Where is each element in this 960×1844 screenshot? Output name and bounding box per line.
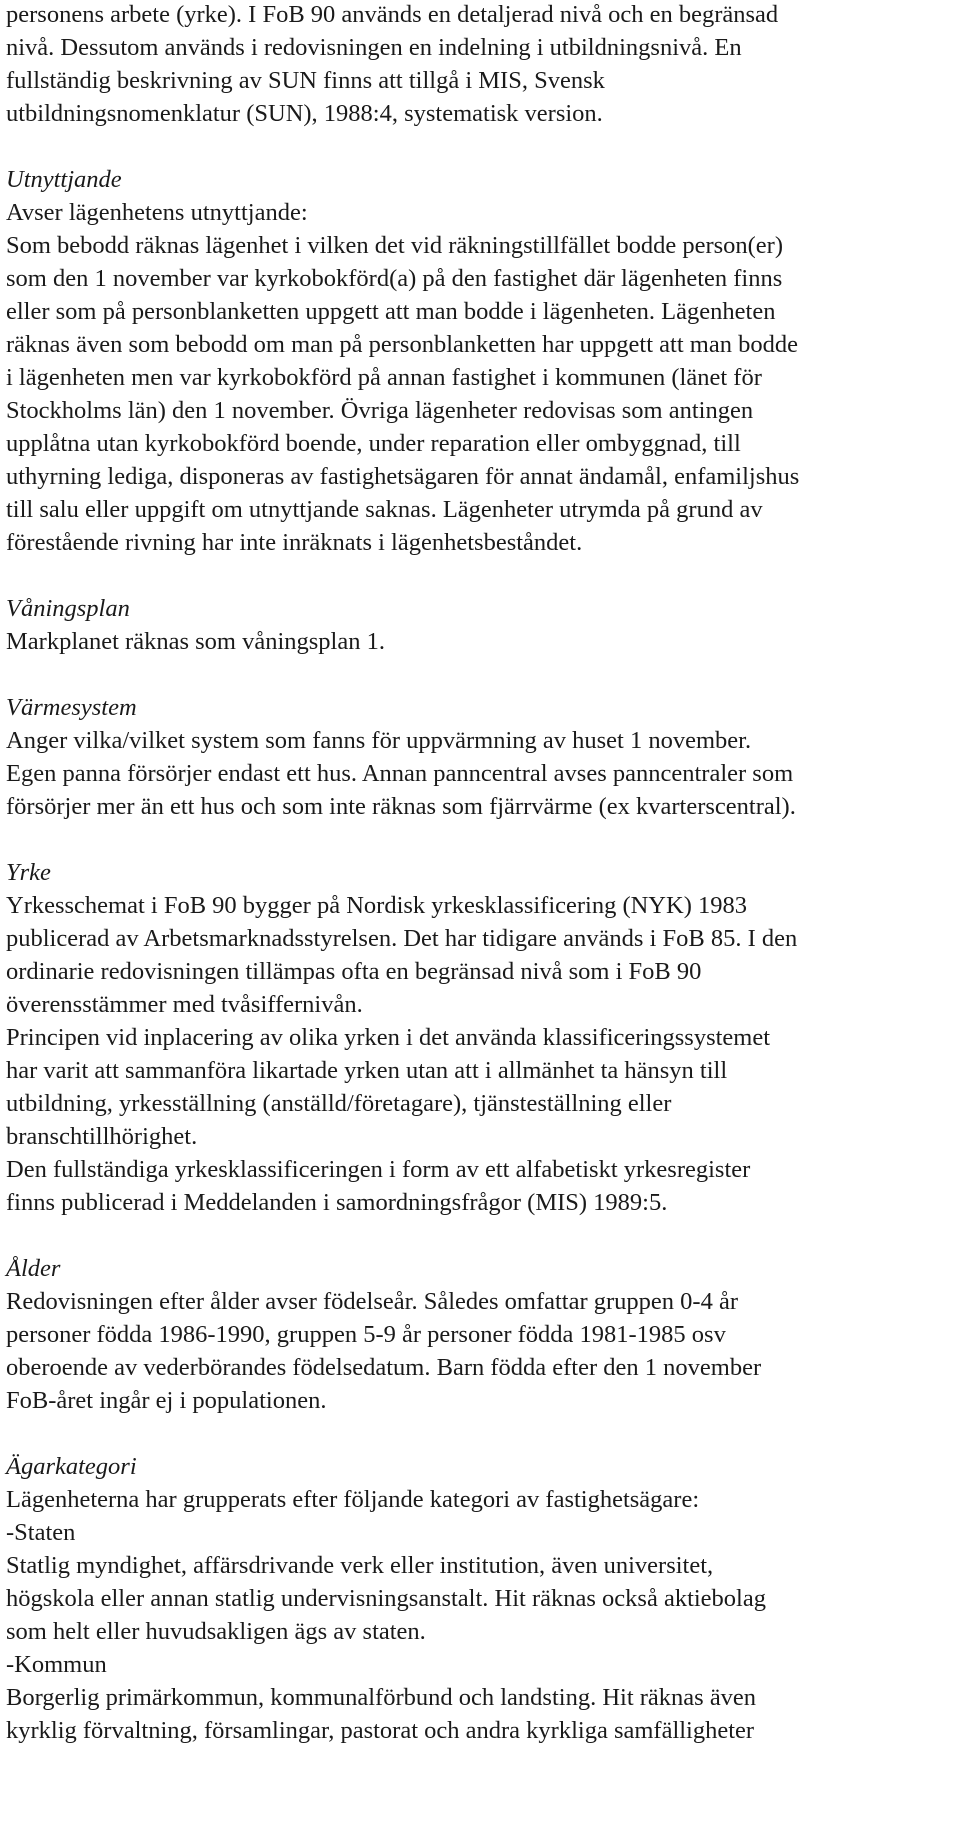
section-yrke [6, 856, 956, 1219]
text-line: upplåtna utan kyrkobokförd boende, under reparation eller ombyggnad, till [6, 430, 741, 457]
document-page [6, 0, 956, 1747]
paragraph-gap [6, 1219, 956, 1252]
text-line: Borgerlig primärkommun, kommunalförbund och landsting. Hit räknas även [6, 1684, 757, 1711]
text-line: förestående rivning har inte inräknats i lägenhetsbeståndet. [6, 529, 583, 556]
section-heading: Ålder [6, 1255, 61, 1282]
text-line: eller som på personblanketten uppgett att man bodde i lägenheten. Lägenheten [6, 298, 776, 325]
text-line: -Kommun [6, 1651, 107, 1678]
section-heading: Utnyttjande [6, 166, 122, 193]
paragraph-gap [6, 658, 956, 691]
text-line: uthyrning lediga, disponeras av fastighetsägaren för annat ändamål, enfamiljshus [6, 463, 800, 490]
text-line: till salu eller uppgift om utnyttjande saknas. Lägenheter utrymda på grund av [6, 496, 763, 523]
text-line: högskola eller annan statlig undervisningsanstalt. Hit räknas också aktiebolag [6, 1585, 766, 1612]
paragraph-gap [6, 559, 956, 592]
text-line: Som bebodd räknas lägenhet i vilken det vid räkningstillfället bodde person(er) [6, 232, 783, 259]
text-line: i lägenheten men var kyrkobokförd på annan fastighet i kommunen (länet för [6, 364, 762, 391]
section-utnyttjande [6, 163, 956, 559]
paragraph-gap [6, 1417, 956, 1450]
intro-paragraph [6, 0, 956, 130]
text-line: Statlig myndighet, affärsdrivande verk eller institution, även universitet, [6, 1552, 714, 1579]
text-line: FoB-året ingår ej i populationen. [6, 1387, 327, 1414]
text-line: oberoende av vederbörandes födelsedatum. Barn födda efter den 1 november [6, 1354, 762, 1381]
section-varmesystem [6, 691, 956, 823]
text-line: överensstämmer med tvåsiffernivån. [6, 991, 363, 1018]
text-line: -Staten [6, 1519, 76, 1546]
text-line: räknas även som bebodd om man på personblanketten har uppgett att man bodde [6, 331, 798, 358]
paragraph-gap [6, 130, 956, 163]
text-line: kyrklig förvaltning, församlingar, pastorat och andra kyrkliga samfälligheter [6, 1717, 755, 1744]
text-line: Avser lägenhetens utnyttjande: [6, 199, 308, 226]
text-line: personens arbete (yrke). I FoB 90 används en detaljerad nivå och en begränsad [6, 1, 779, 28]
text-line: personer födda 1986-1990, gruppen 5-9 år personer födda 1981-1985 osv [6, 1321, 726, 1348]
paragraph-gap [6, 823, 956, 856]
section-heading: Våningsplan [6, 595, 130, 622]
text-line: som den 1 november var kyrkobokförd(a) på den fastighet där lägenheten finns [6, 265, 783, 292]
section-alder [6, 1252, 956, 1417]
text-line: branschtillhörighet. [6, 1123, 198, 1150]
text-line: Yrkesschemat i FoB 90 bygger på Nordisk yrkesklassificering (NYK) 1983 [6, 892, 747, 919]
text-line: Stockholms län) den 1 november. Övriga lägenheter redovisas som antingen [6, 397, 754, 424]
text-line: har varit att sammanföra likartade yrken utan att i allmänhet ta hänsyn till [6, 1057, 728, 1084]
text-line: Lägenheterna har grupperats efter följande kategori av fastighetsägare: [6, 1486, 700, 1513]
text-line: Anger vilka/vilket system som fanns för uppvärmning av huset 1 november. [6, 727, 752, 754]
text-line: utbildning, yrkesställning (anställd/företagare), tjänsteställning eller [6, 1090, 672, 1117]
text-line: utbildningsnomenklatur (SUN), 1988:4, systematisk version. [6, 100, 603, 127]
section-heading: Yrke [6, 859, 51, 886]
text-line: publicerad av Arbetsmarknadsstyrelsen. Det har tidigare används i FoB 85. I den [6, 925, 798, 952]
text-line: ordinarie redovisningen tillämpas ofta en begränsad nivå som i FoB 90 [6, 958, 702, 985]
section-heading: Värmesystem [6, 694, 137, 721]
text-line: Markplanet räknas som våningsplan 1. [6, 628, 385, 655]
section-vaningsplan [6, 592, 956, 658]
section-agarkategori [6, 1450, 956, 1747]
text-line: nivå. Dessutom används i redovisningen en indelning i utbildningsnivå. En [6, 34, 742, 61]
text-line: fullständig beskrivning av SUN finns att tillgå i MIS, Svensk [6, 67, 605, 94]
text-line: Den fullständiga yrkesklassificeringen i form av ett alfabetiskt yrkesregister [6, 1156, 751, 1183]
text-line: Redovisningen efter ålder avser födelseår. Således omfattar gruppen 0-4 år [6, 1288, 738, 1315]
section-heading: Ägarkategori [6, 1453, 137, 1480]
text-line: finns publicerad i Meddelanden i samordningsfrågor (MIS) 1989:5. [6, 1189, 668, 1216]
text-line: Egen panna försörjer endast ett hus. Annan panncentral avses panncentraler som [6, 760, 794, 787]
text-line: som helt eller huvudsakligen ägs av staten. [6, 1618, 426, 1645]
text-line: försörjer mer än ett hus och som inte räknas som fjärrvärme (ex kvarterscentral). [6, 793, 796, 820]
text-line: Principen vid inplacering av olika yrken i det använda klassificeringssystemet [6, 1024, 771, 1051]
